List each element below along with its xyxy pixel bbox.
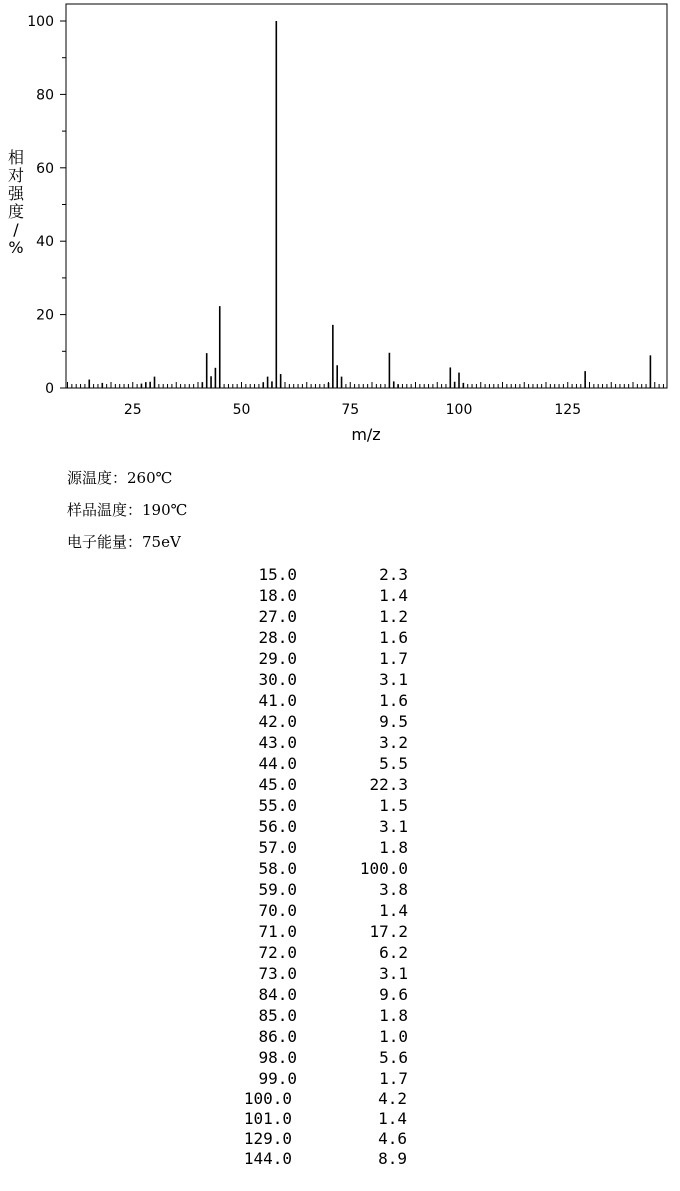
peak-mz: 71.0 (258, 922, 297, 941)
peak-abundance: 3.2 (379, 733, 408, 752)
peak-mz: 100.0 (243, 1089, 292, 1108)
peak-abundance: 8.9 (378, 1149, 407, 1168)
peak-row (0, 963, 680, 984)
peak-mz: 58.0 (258, 859, 297, 878)
x-axis-ticks (68, 382, 664, 418)
peak-row (0, 1129, 680, 1149)
peak-abundance: 4.2 (378, 1089, 407, 1108)
peak-row (0, 774, 680, 795)
peak-mz: 56.0 (258, 817, 297, 836)
peak-abundance: 100.0 (359, 859, 408, 878)
peak-row (0, 984, 680, 1005)
peak-row (0, 690, 680, 711)
peak-abundance: 1.6 (379, 628, 408, 647)
x-axis-label: m/z (351, 425, 381, 444)
peak-abundance: 2.3 (379, 565, 408, 584)
peak-mz: 55.0 (258, 796, 297, 815)
peak-row (0, 564, 680, 585)
peak-row (0, 1068, 680, 1089)
y-tick-label: 100 (27, 14, 54, 30)
peak-row (0, 1089, 680, 1109)
spectrum-peaks (89, 21, 650, 388)
peak-abundance: 1.4 (379, 901, 408, 920)
peak-mz: 99.0 (258, 1069, 297, 1088)
y-tick-label: 80 (36, 87, 54, 104)
x-tick-label: 125 (554, 402, 582, 418)
peak-row (0, 1005, 680, 1026)
x-tick-label: 75 (341, 402, 360, 418)
peak-mz: 84.0 (258, 985, 297, 1004)
peak-row (0, 900, 680, 921)
mass-spectrum-chart (0, 0, 680, 450)
peak-mz: 30.0 (258, 670, 297, 689)
y-tick-label: 0 (45, 381, 54, 397)
peak-mz: 70.0 (258, 901, 297, 920)
peak-row (0, 732, 680, 753)
peak-abundance: 3.1 (379, 817, 408, 836)
peak-abundance: 1.7 (379, 1069, 408, 1088)
peak-abundance: 9.5 (379, 712, 408, 731)
peak-row (0, 711, 680, 732)
sample-temperature: 样品温度：190℃ (67, 501, 188, 519)
peak-abundance: 1.0 (379, 1027, 408, 1046)
peak-abundance: 1.8 (379, 1006, 408, 1025)
peak-abundance: 3.1 (379, 964, 408, 983)
peak-abundance: 5.6 (379, 1048, 408, 1067)
peak-abundance: 22.3 (369, 775, 408, 794)
peak-row (0, 942, 680, 963)
peak-row (0, 606, 680, 627)
peak-row (0, 795, 680, 816)
peak-row (0, 1149, 680, 1169)
peak-mz: 73.0 (258, 964, 297, 983)
peak-list (0, 564, 680, 1169)
peak-mz: 45.0 (258, 775, 297, 794)
peak-mz: 44.0 (258, 754, 297, 773)
y-tick-label: 60 (36, 160, 54, 177)
peak-row (0, 816, 680, 837)
peak-abundance: 5.5 (379, 754, 408, 773)
peak-row (0, 837, 680, 858)
peak-mz: 98.0 (258, 1048, 297, 1067)
peak-mz: 57.0 (258, 838, 297, 857)
peak-abundance: 1.4 (378, 1109, 407, 1128)
peak-mz: 86.0 (258, 1027, 297, 1046)
peak-row (0, 1047, 680, 1068)
peak-row (0, 669, 680, 690)
peak-abundance: 3.8 (379, 880, 408, 899)
peak-row (0, 627, 680, 648)
peak-mz: 41.0 (258, 691, 297, 710)
peak-mz: 42.0 (258, 712, 297, 731)
peak-mz: 43.0 (258, 733, 297, 752)
peak-row (0, 1026, 680, 1047)
peak-mz: 28.0 (258, 628, 297, 647)
y-axis-ticks (27, 14, 66, 397)
peak-abundance: 1.7 (379, 649, 408, 668)
peak-row (0, 753, 680, 774)
peak-row (0, 585, 680, 606)
peak-abundance: 1.6 (379, 691, 408, 710)
peak-mz: 29.0 (258, 649, 297, 668)
peak-mz: 27.0 (258, 607, 297, 626)
y-axis-label: 相对强度/ % (7, 148, 25, 257)
peak-abundance: 1.4 (379, 586, 408, 605)
peak-mz: 59.0 (258, 880, 297, 899)
source-temperature: 源温度：260℃ (67, 469, 173, 487)
x-tick-label: 50 (232, 402, 251, 418)
peak-abundance: 1.8 (379, 838, 408, 857)
peak-abundance: 1.2 (379, 607, 408, 626)
peak-abundance: 4.6 (378, 1129, 407, 1148)
y-tick-label: 40 (36, 234, 54, 251)
peak-abundance: 1.5 (379, 796, 408, 815)
peak-row (0, 1109, 680, 1129)
y-tick-label: 20 (36, 307, 54, 324)
peak-mz: 72.0 (258, 943, 297, 962)
peak-row (0, 648, 680, 669)
plot-frame (66, 4, 667, 388)
peak-row (0, 879, 680, 900)
peak-row (0, 858, 680, 879)
peak-row (0, 921, 680, 942)
x-tick-label: 100 (445, 402, 473, 418)
electron-energy: 电子能量：75eV (67, 533, 181, 551)
peak-abundance: 3.1 (379, 670, 408, 689)
x-tick-label: 25 (123, 402, 142, 418)
peak-abundance: 6.2 (379, 943, 408, 962)
peak-mz: 129.0 (243, 1129, 292, 1148)
peak-abundance: 17.2 (369, 922, 408, 941)
peak-mz: 144.0 (243, 1149, 292, 1168)
peak-mz: 18.0 (258, 586, 297, 605)
peak-mz: 85.0 (258, 1006, 297, 1025)
peak-mz: 15.0 (258, 565, 297, 584)
peak-mz: 101.0 (243, 1109, 292, 1128)
peak-abundance: 9.6 (379, 985, 408, 1004)
